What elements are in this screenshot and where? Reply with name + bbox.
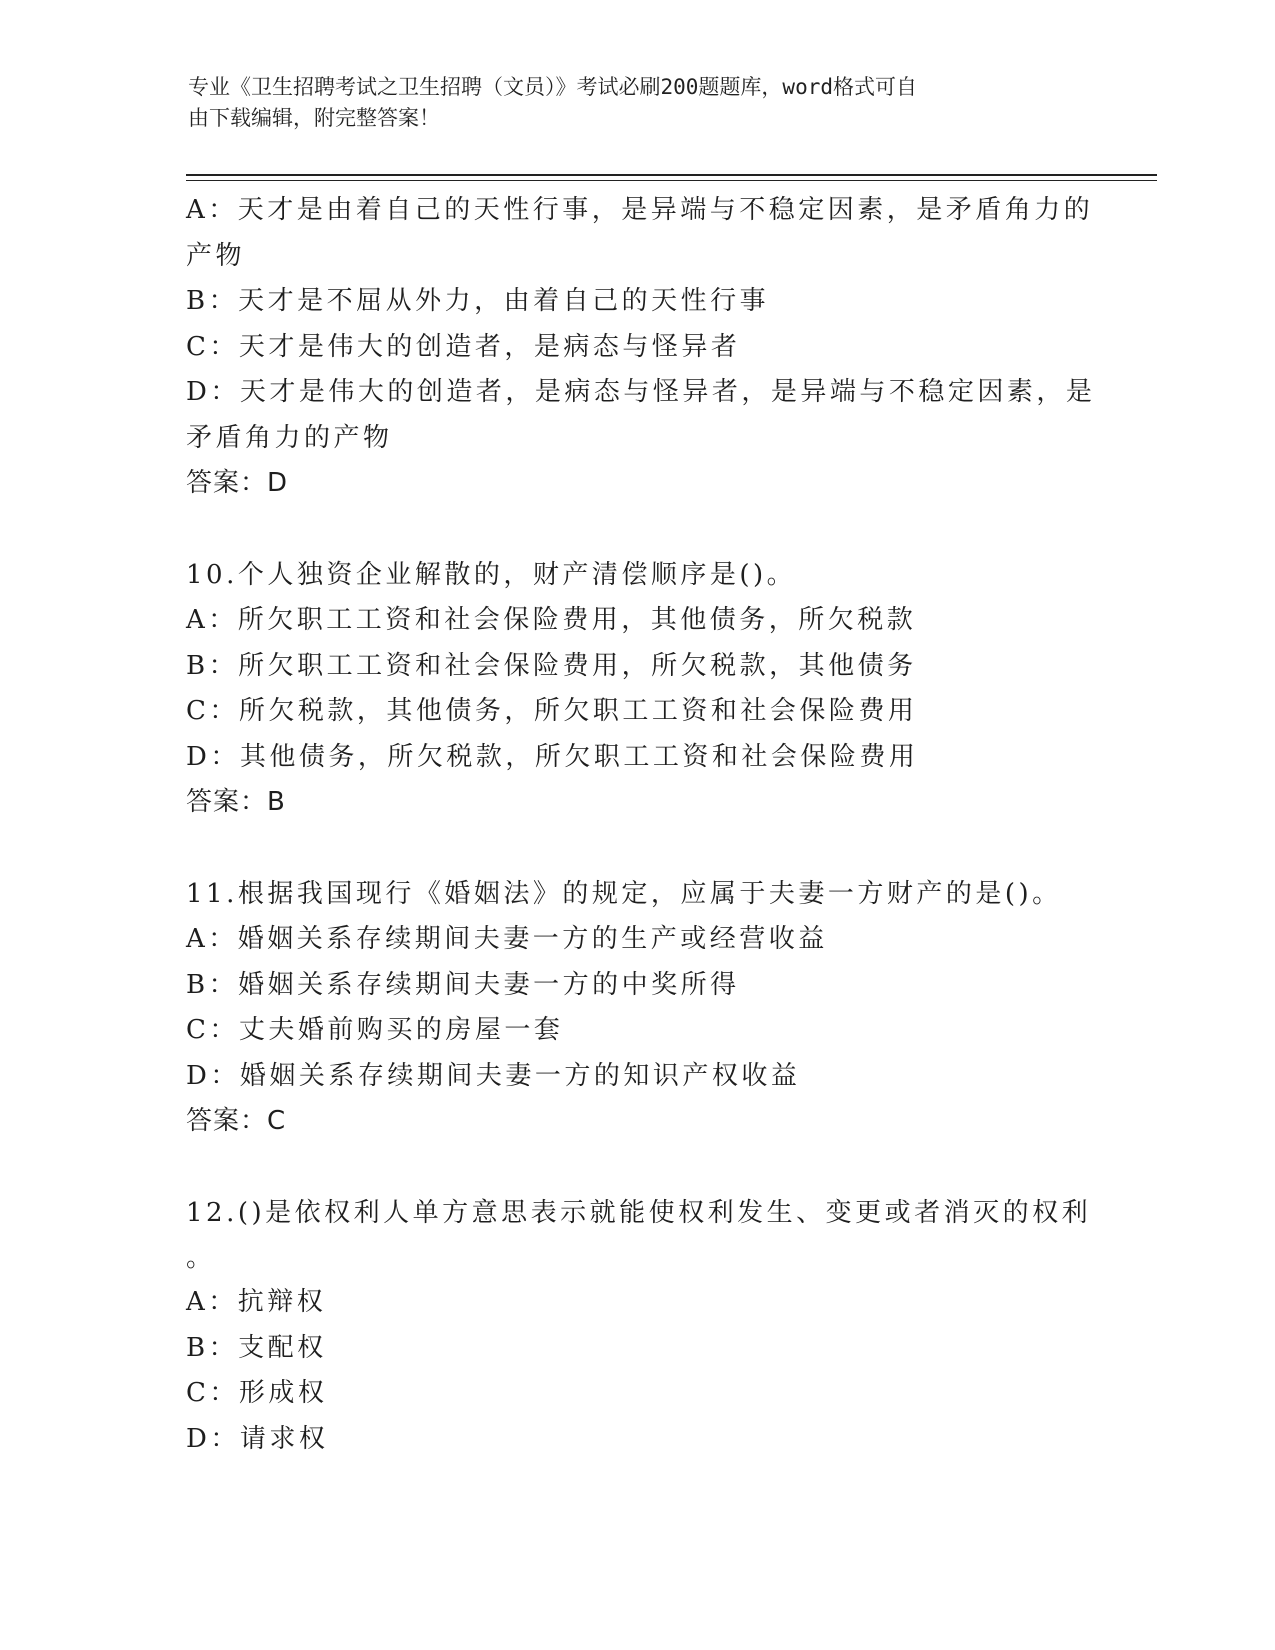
header-line-2: 由下载编辑，附完整答案！ xyxy=(188,106,440,130)
q12-option-a: A：抗辩权 xyxy=(186,1287,327,1317)
q12-option-d: D：请求权 xyxy=(186,1423,329,1454)
question-12-block xyxy=(186,1191,1092,1463)
q11-option-c: C：丈夫婚前购买的房屋一套 xyxy=(186,1015,564,1045)
q9-option-a-line-2: 产物 xyxy=(186,240,246,271)
q9-answer: 答案：D xyxy=(186,468,289,498)
q10-answer: 答案：B xyxy=(186,787,286,817)
q12-question-line-1: 12.()是依权利人单方意思表示就能使权利发生、变更或者消灭的权利 xyxy=(186,1197,1092,1228)
q9-option-d-line-1: D：天才是伟大的创造者，是病态与怪异者，是异端与不稳定因素，是 xyxy=(186,377,1096,407)
q10-option-c: C：所欠税款，其他债务，所欠职工工资和社会保险费用 xyxy=(186,696,918,726)
q11-option-b: B：婚姻关系存续期间夫妻一方的中奖所得 xyxy=(186,969,740,1000)
q9-option-c: C：天才是伟大的创造者，是病态与怪异者 xyxy=(186,331,741,362)
q12-question-line-2: 。 xyxy=(186,1243,216,1273)
q11-option-d: D：婚姻关系存续期间夫妻一方的知识产权收益 xyxy=(186,1060,801,1091)
q10-option-b: B：所欠职工工资和社会保险费用，所欠税款，其他债务 xyxy=(186,650,917,681)
question-10-block xyxy=(186,553,1086,826)
q12-option-b: B：支配权 xyxy=(186,1332,327,1363)
q11-question: 11.根据我国现行《婚姻法》的规定，应属于夫妻一方财产的是()。 xyxy=(186,878,1062,909)
q9-option-a-line-1: A：天才是由着自己的天性行事，是异端与不稳定因素，是矛盾角力的 xyxy=(186,195,1094,225)
q10-option-d: D：其他债务，所欠税款，所欠职工工资和社会保险费用 xyxy=(186,741,919,772)
header-rule-thick xyxy=(186,174,1157,176)
question-11-block xyxy=(186,872,1086,1145)
q9-option-b: B：天才是不屈从外力，由着自己的天性行事 xyxy=(186,286,770,316)
q12-option-c: C：形成权 xyxy=(186,1378,328,1408)
question-9-block xyxy=(186,188,1096,507)
spacer xyxy=(186,826,1086,872)
header-line-1: 专业《卫生招聘考试之卫生招聘（文员）》考试必刷200题题库，word格式可自 xyxy=(188,75,917,99)
q10-option-a: A：所欠职工工资和社会保险费用，其他债务，所欠税款 xyxy=(186,605,917,635)
q11-answer: 答案：C xyxy=(186,1106,287,1136)
header-rule-thin xyxy=(186,180,1157,181)
q11-option-a: A：婚姻关系存续期间夫妻一方的生产或经营收益 xyxy=(186,924,828,954)
document-header xyxy=(188,72,1068,134)
q10-question: 10.个人独资企业解散的，财产清偿顺序是()。 xyxy=(186,559,797,590)
spacer xyxy=(186,507,1086,553)
q9-option-d-line-2: 矛盾角力的产物 xyxy=(186,422,393,453)
spacer xyxy=(186,1145,1086,1191)
question-list xyxy=(186,188,1096,1462)
